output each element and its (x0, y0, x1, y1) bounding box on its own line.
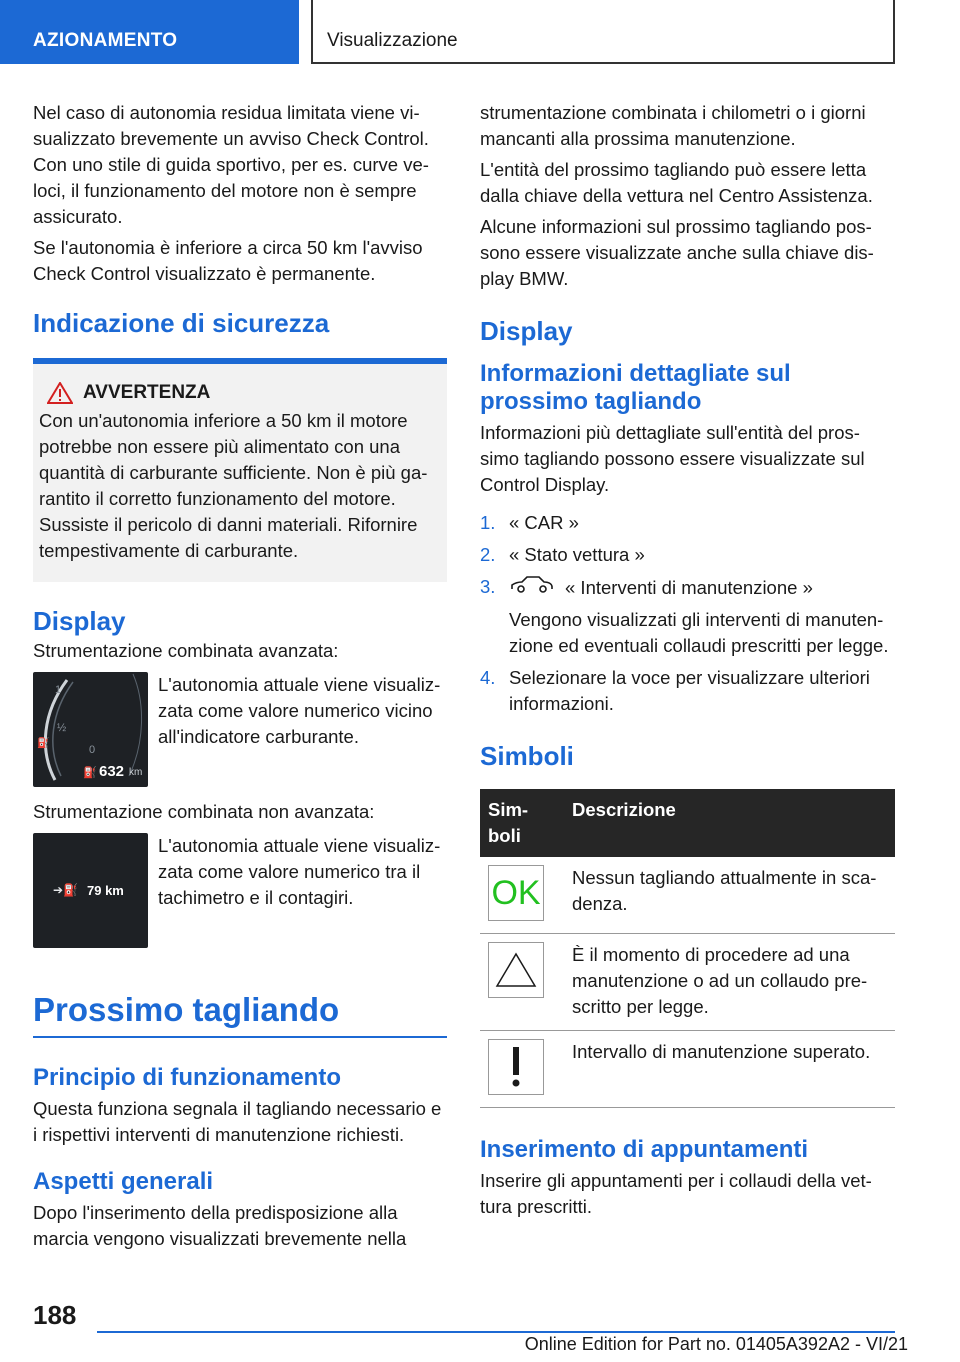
service-heading: Prossimo tagliando (33, 990, 447, 1038)
table-row (480, 934, 895, 1031)
principle-heading: Principio di funzionamento (33, 1064, 341, 1091)
paragraph: L'entità del prossimo tagliando può essere letta dalla chiave della vettura nel Centro Assistenza. (480, 159, 873, 206)
step-text: « Stato vettura » (509, 544, 645, 565)
warning-triangle-icon (47, 382, 73, 404)
left-column (33, 100, 447, 1257)
principle-text: Questa funziona segnala il tagliando necessario e i rispettivi interventi di manutenzione richiesti. (33, 1098, 442, 1145)
gauge-label-1: 1 (55, 684, 62, 696)
list-item (480, 665, 895, 717)
right-column (480, 100, 895, 1225)
step-body (509, 574, 895, 659)
description-cell: È il momento di procedere ad una manutenzione o ad un collaudo pre‐scritto per legge. (564, 934, 895, 1031)
range-unit: km (129, 767, 143, 778)
fuel-pump-icon: ⛽ (83, 767, 97, 779)
step-number: 4. (480, 667, 496, 688)
ok-symbol-icon (488, 865, 544, 921)
step-number: 2. (480, 544, 496, 565)
fuel-range-icon: ➔⛽ (53, 883, 78, 897)
column-header-description: Descrizione (564, 789, 895, 857)
step-text: Selezionare la voce per visualizzare ulteriori informazioni. (509, 667, 870, 714)
subsection-title: Visualizzazione (327, 30, 458, 51)
page-number: 188 (33, 1300, 77, 1330)
general-text: Dopo l'inserimento della predisposizione alla marcia vengono visualizzati brevemente nella (33, 1202, 407, 1249)
column-header-symbol: Sim‐boli (480, 789, 564, 857)
steps-list (480, 510, 895, 717)
paragraph: Alcune informazioni sul prossimo tagliando pos‐sono essere visualizzate anche sulla chiave dis‐play BMW. (480, 216, 874, 289)
ok-symbol-text: OK (491, 874, 541, 912)
description-cell: Nessun tagliando attualmente in sca‐denza. (564, 857, 895, 934)
range-value: 632 (99, 763, 125, 780)
symbol-cell (480, 934, 564, 1031)
standard-cluster-label: Strumentazione combinata non avanzata: (33, 801, 375, 822)
footer-divider (97, 1331, 895, 1333)
standard-cluster-image (33, 833, 148, 948)
table-header-row (480, 789, 895, 857)
warning-title-row (47, 382, 441, 404)
exclamation-icon (488, 1039, 544, 1095)
display-heading: Display (33, 606, 126, 636)
detail-text: Informazioni più dettagliate sull'entità del pros‐simo tagliando possono essere visualizzate sul Control Display. (480, 422, 865, 495)
gauge-label-0: 0 (89, 744, 96, 756)
section-title: AZIONAMENTO (33, 30, 178, 51)
paragraph: Se l'autonomia è inferiore a circa 50 km l'avviso Check Control visualizzato è permanente. (33, 237, 423, 284)
advanced-cluster-row (33, 672, 447, 787)
gauge-label-half: ½ (57, 722, 67, 734)
edition-info: Online Edition for Part no. 01405A392A2 - VI/21 (524, 1334, 908, 1354)
fuel-pump-icon: ⛽ (37, 738, 50, 749)
step-text: « CAR » (509, 512, 579, 533)
advanced-cluster-label: Strumentazione combinata avanzata: (33, 640, 339, 661)
step-number: 1. (480, 512, 496, 533)
step-number: 3. (480, 576, 496, 597)
table-row (480, 1031, 895, 1108)
warning-title: AVVERTENZA (83, 382, 211, 403)
warning-text: Con un'autonomia inferiore a 50 km il motore potrebbe non essere più alimentato con una quantità di carburante sufficiente. Non è più ga‐rantito il corretto funzionamento del motore. Sussiste il pericolo di danni materiali. Rifornire tempestivamente di carburante. (39, 410, 428, 561)
car-icon (509, 574, 555, 601)
list-item (480, 510, 895, 536)
warning-triangle-icon (488, 942, 544, 998)
symbol-cell (480, 1031, 564, 1108)
section-tab (0, 0, 299, 64)
description-cell: Intervallo di manutenzione superato. (564, 1031, 895, 1108)
general-heading: Aspetti generali (33, 1168, 214, 1195)
table-row (480, 857, 895, 934)
appointment-text: Inserire gli appuntamenti per i collaudi della vet‐tura prescritti. (480, 1170, 872, 1217)
symbols-heading: Simboli (480, 741, 574, 771)
advanced-cluster-image (33, 672, 148, 787)
subsection-tab (311, 0, 895, 64)
paragraph: strumentazione combinata i chilometri o i giorni mancanti alla prossima manutenzione. (480, 102, 866, 149)
display-heading-right: Display (480, 316, 573, 346)
detail-heading: Informazioni dettagliate sul prossimo tagliando (480, 360, 791, 415)
step-line (509, 574, 895, 601)
paragraph: Nel caso di autonomia residua limitata viene vi‐sualizzato brevemente un avviso Check Control. Con uno stile di guida sportivo, per es. curve ve‐loci, il funzionamento del motore non è sempre assicurato. (33, 102, 429, 227)
step-subtext: Vengono visualizzati gli interventi di manuten‐zione ed eventuali collaudi prescritti per legge. (509, 609, 889, 656)
safety-heading: Indicazione di sicurezza (33, 308, 330, 338)
standard-cluster-row (33, 833, 447, 948)
symbols-table (480, 789, 895, 1108)
standard-cluster-text: L'autonomia attuale viene visualiz‐zata come valore numerico tra il tachimetro e il contagiri. (158, 835, 441, 908)
step-text: « Interventi di manutenzione » (565, 576, 813, 598)
symbol-cell (480, 857, 564, 934)
list-item (480, 574, 895, 659)
list-item (480, 542, 895, 568)
appointment-heading: Inserimento di appuntamenti (480, 1136, 809, 1163)
warning-box (33, 358, 447, 582)
range-value: 79 km (87, 883, 124, 898)
advanced-cluster-text: L'autonomia attuale viene visualiz‐zata come valore numerico vicino all'indicatore carburante. (158, 674, 441, 747)
